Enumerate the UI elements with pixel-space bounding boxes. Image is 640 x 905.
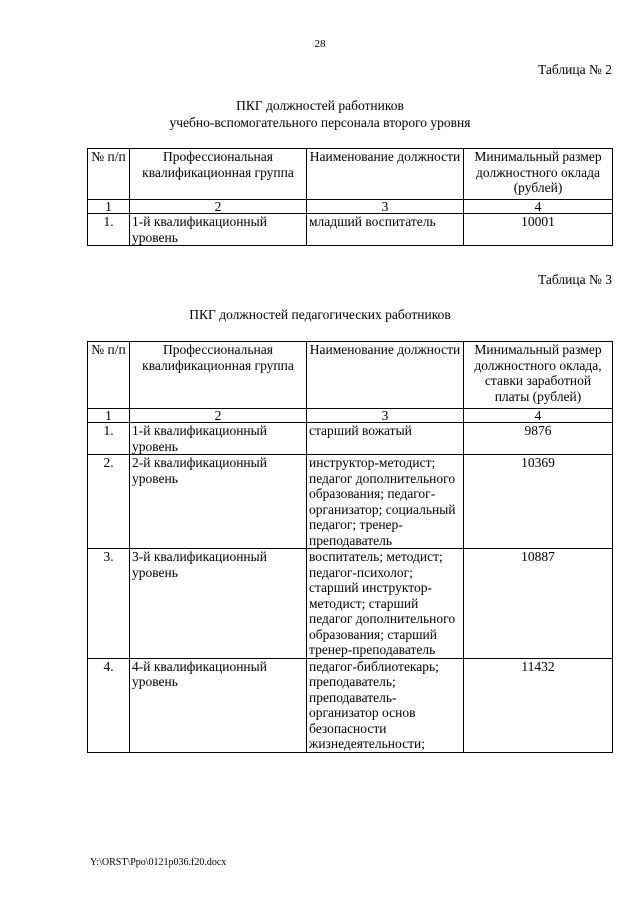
row-number: 1. xyxy=(88,214,130,246)
header-cell: Профессиональная квалификационная группа xyxy=(130,342,307,409)
column-number: 1 xyxy=(88,409,130,423)
row-salary: 10887 xyxy=(464,549,613,659)
column-number: 2 xyxy=(130,409,307,423)
table-row xyxy=(88,423,613,455)
header-cell: Наименование должности xyxy=(307,149,464,200)
row-number: 1. xyxy=(88,423,130,455)
table2-title-line1: ПКГ должностей работников xyxy=(236,98,404,113)
row-group: 1-й квалификационный уровень xyxy=(130,423,307,455)
row-group: 3-й квалификационный уровень xyxy=(130,549,307,659)
row-salary: 10369 xyxy=(464,455,613,549)
table3-column-number-row xyxy=(88,409,613,423)
row-position: младший воспитатель xyxy=(307,214,464,246)
row-position: педагог-библиотекарь; преподаватель; преподаватель-организатор основ безопасности жизнедеятельности; xyxy=(307,658,464,752)
table2-title-line2: учебно-вспомогательного персонала второго уровня xyxy=(169,115,471,130)
header-cell: Профессиональная квалификационная группа xyxy=(130,149,307,200)
row-group: 2-й квалификационный уровень xyxy=(130,455,307,549)
table2-column-number-row xyxy=(88,200,613,214)
file-path-footer: Y:\ORST\Ppo\0121p036.f20.docx xyxy=(90,857,227,868)
table2-header-row xyxy=(88,149,613,200)
header-cell: № п/п xyxy=(88,149,130,200)
column-number: 3 xyxy=(307,409,464,423)
column-number: 4 xyxy=(464,409,613,423)
row-number: 3. xyxy=(88,549,130,659)
table3 xyxy=(87,341,613,753)
header-cell: Минимальный размер должностного оклада (рублей) xyxy=(464,149,613,200)
column-number: 3 xyxy=(307,200,464,214)
header-cell: Минимальный размер должностного оклада, ставки заработной платы (рублей) xyxy=(464,342,613,409)
row-group: 4-й квалификационный уровень xyxy=(130,658,307,752)
row-number: 4. xyxy=(88,658,130,752)
row-position: старший вожатый xyxy=(307,423,464,455)
table2 xyxy=(87,148,613,246)
column-number: 1 xyxy=(88,200,130,214)
table2-label: Таблица № 2 xyxy=(538,62,612,77)
column-number: 4 xyxy=(464,200,613,214)
header-cell: Наименование должности xyxy=(307,342,464,409)
row-position: воспитатель; методист; педагог-психолог; старший инструктор-методист; старший педагог дополнительного образования; старший тренер-преподаватель xyxy=(307,549,464,659)
row-salary: 9876 xyxy=(464,423,613,455)
table-row xyxy=(88,455,613,549)
table3-title: ПКГ должностей педагогических работников xyxy=(189,307,451,322)
row-position: инструктор-методист; педагог дополнительного образования; педагог-организатор; социальный педагог; тренер-преподаватель xyxy=(307,455,464,549)
table-row xyxy=(88,658,613,752)
header-cell: № п/п xyxy=(88,342,130,409)
table-row xyxy=(88,549,613,659)
page-number: 28 xyxy=(314,38,326,50)
row-number: 2. xyxy=(88,455,130,549)
row-salary: 10001 xyxy=(464,214,613,246)
table3-header-row xyxy=(88,342,613,409)
row-salary: 11432 xyxy=(464,658,613,752)
column-number: 2 xyxy=(130,200,307,214)
table-row xyxy=(88,214,613,246)
row-group: 1-й квалификационный уровень xyxy=(130,214,307,246)
table3-label: Таблица № 3 xyxy=(538,272,612,287)
